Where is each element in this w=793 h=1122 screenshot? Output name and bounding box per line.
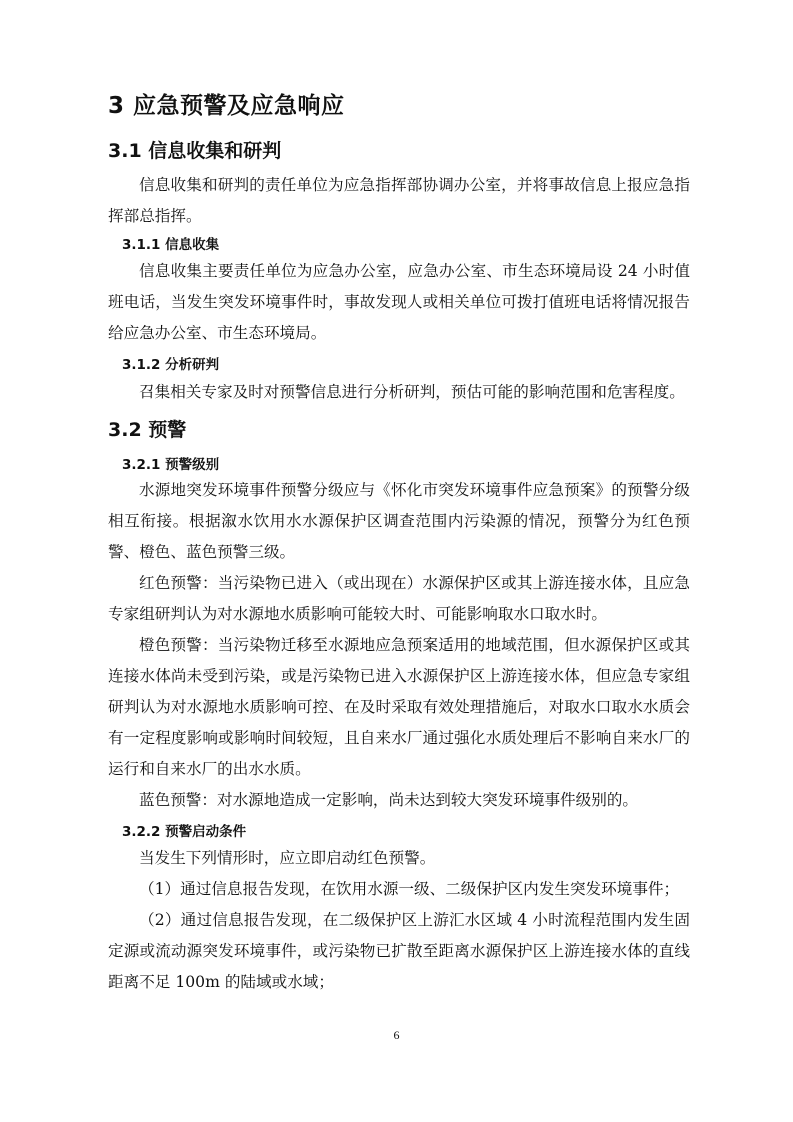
subsection-3-1-1-text: 信息收集主要责任单位为应急办公室，应急办公室、市生态环境局设 24 小时值班电话，当发生突发环境事件时，事故发现人或相关单位可拨打值班电话将情况报告给应急办公室、市生态环境局。 <box>108 262 690 342</box>
subsection-3-1-2-text: 召集相关专家及时对预警信息进行分析研判，预估可能的影响范围和危害程度。 <box>139 383 685 401</box>
page-number: 6 <box>393 1028 400 1042</box>
subsection-heading-3-2-2: 3.2.2 预警启动条件 <box>122 824 247 840</box>
subsection-heading-3-2-1: 3.2.1 预警级别 <box>122 457 220 473</box>
subsection-heading-3-1-2: 3.1.2 分析研判 <box>122 357 220 373</box>
chapter-heading: 3 应急预警及应急响应 <box>108 93 345 119</box>
subsection-3-2-2-para-3: （2）通过信息报告发现，在二级保护区上游汇水区域 4 小时流程范围内发生固定源或流动源突发环境事件，或污染物已扩散至距离水源保护区上游连接水体的直线距离不足 100m 的陆域或水域； <box>108 911 690 991</box>
section-3-1-intro: 信息收集和研判的责任单位为应急指挥部协调办公室，并将事故信息上报应急指挥部总指挥。 <box>108 176 690 225</box>
subsection-3-2-1-para-3: 橙色预警：当污染物迁移至水源地应急预案适用的地域范围，但水源保护区或其连接水体尚未受到污染，或是污染物已进入水源保护区上游连接水体，但应急专家组研判认为对水源地水质影响可控、在及时采取有效处理措施后，对取水口取水水质会有一定程度影响或影响时间较短，且自来水厂通过强化水质处理后不影响自来水厂的运行和自来水厂的出水水质。 <box>108 636 690 778</box>
subsection-3-2-2-para-2: （1）通过信息报告发现，在饮用水源一级、二级保护区内发生突发环境事件； <box>139 880 680 898</box>
subsection-3-2-1-para-1: 水源地突发环境事件预警分级应与《怀化市突发环境事件应急预案》的预警分级相互衔接。根据溆水饮用水水源保护区调查范围内污染源的情况，预警分为红色预警、橙色、蓝色预警三级。 <box>108 481 690 561</box>
subsection-3-2-1-para-2: 红色预警：当污染物已进入（或出现在）水源保护区或其上游连接水体，且应急专家组研判认为对水源地水质影响可能较大时、可能影响取水口取水时。 <box>108 574 690 623</box>
section-heading-3-1: 3.1 信息收集和研判 <box>108 140 282 162</box>
subsection-3-2-1-para-4: 蓝色预警：对水源地造成一定影响，尚未达到较大突发环境事件级别的。 <box>139 791 639 809</box>
subsection-3-2-2-para-1: 当发生下列情形时，应立即启动红色预警。 <box>139 849 436 867</box>
section-heading-3-2: 3.2 预警 <box>108 419 187 441</box>
subsection-heading-3-1-1: 3.1.1 信息收集 <box>122 237 220 253</box>
